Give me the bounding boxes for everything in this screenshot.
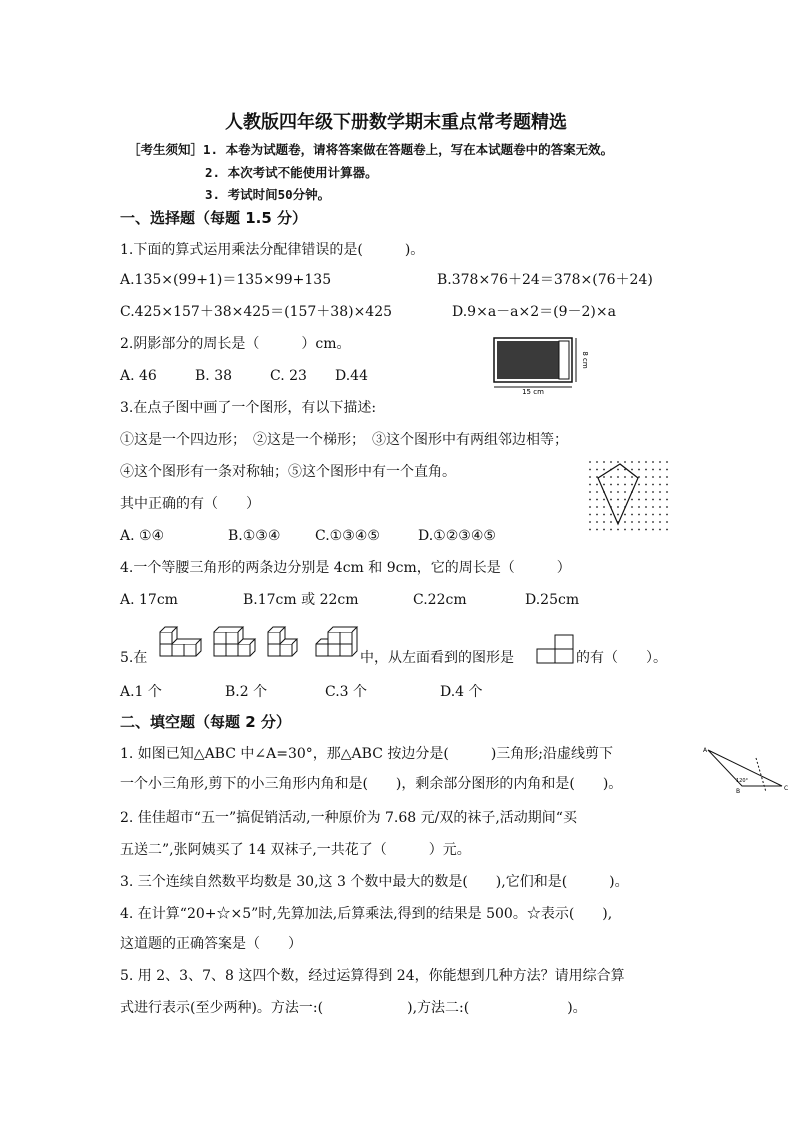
grid-dot xyxy=(603,461,605,463)
grid-dot xyxy=(638,514,640,516)
grid-dot xyxy=(631,521,633,523)
grid-dot xyxy=(589,469,591,471)
q3-option-d: D.①②③④⑤ xyxy=(418,528,496,544)
grid-dot xyxy=(589,491,591,493)
vertex-c-label: C xyxy=(784,785,789,792)
grid-dot xyxy=(652,476,654,478)
grid-dot xyxy=(589,521,591,523)
grid-dot xyxy=(617,529,619,531)
grid-dot xyxy=(631,484,633,486)
q2-option-a: A. 46 xyxy=(120,368,157,384)
left-view-squares-figure xyxy=(536,634,576,664)
vertex-b-label: B xyxy=(736,788,741,795)
grid-dot xyxy=(631,476,633,478)
q3-description-2: ④这个图形有一条对称轴；⑤这个图形中有一个直角。 xyxy=(120,464,456,480)
fill-q1-line-2: 一个小三角形,剪下的小三角形内角和是( )，剩余部分图形的内角和是( )。 xyxy=(120,776,623,792)
grid-dot xyxy=(638,521,640,523)
grid-dot xyxy=(610,484,612,486)
grid-dot xyxy=(659,469,661,471)
q3-description-1: ①这是一个四边形； ②这是一个梯形； ③这个图形中有两组邻边相等； xyxy=(120,432,568,448)
grid-dot xyxy=(666,491,668,493)
grid-dot xyxy=(610,529,612,531)
grid-dot xyxy=(631,529,633,531)
grid-dot xyxy=(659,476,661,478)
grid-dot xyxy=(652,499,654,501)
grid-dot xyxy=(666,476,668,478)
q4-option-b: B.17cm 或 22cm xyxy=(243,592,359,608)
grid-dot xyxy=(645,476,647,478)
grid-dot xyxy=(617,506,619,508)
grid-dot xyxy=(631,514,633,516)
fig-width-label: 15 cm xyxy=(522,388,544,396)
grid-dot xyxy=(666,469,668,471)
grid-dot xyxy=(645,469,647,471)
q5-option-b: B.2 个 xyxy=(225,684,268,700)
grid-dot xyxy=(666,514,668,516)
grid-dot xyxy=(603,529,605,531)
q1-option-d: D.9×a－a×2＝(9－2)×a xyxy=(452,304,616,320)
fill-q3-line-1: 3. 三个连续自然数平均数是 30,这 3 个数中最大的数是( ),它们和是( )。 xyxy=(120,874,629,890)
grid-dot xyxy=(603,506,605,508)
grid-dot xyxy=(638,461,640,463)
grid-dot xyxy=(596,491,598,493)
grid-dot xyxy=(596,506,598,508)
grid-dot xyxy=(596,484,598,486)
grid-dot xyxy=(624,461,626,463)
grid-dot xyxy=(666,506,668,508)
grid-dot xyxy=(631,506,633,508)
grid-dot xyxy=(624,491,626,493)
notice-line-3: 3. 考试时间50分钟。 xyxy=(205,187,331,202)
q3-option-a: A. ①④ xyxy=(120,528,165,544)
grid-dot xyxy=(610,476,612,478)
q5-prefix: 5.在 xyxy=(120,650,148,666)
notice-line-1: ［考生须知］1. 本卷为试题卷，请将答案做在答题卷上，写在本试题卷中的答案无效。 xyxy=(128,142,614,157)
grid-dot xyxy=(645,491,647,493)
grid-dot xyxy=(596,469,598,471)
fill-q4-line-2: 这道题的正确答案是（ ） xyxy=(120,936,302,952)
q5-option-d: D.4 个 xyxy=(440,684,483,700)
q5-middle: 中，从左面看到的图形是 xyxy=(360,650,514,666)
grid-dot xyxy=(617,469,619,471)
grid-dot xyxy=(645,506,647,508)
grid-dot xyxy=(652,521,654,523)
grid-dot xyxy=(596,521,598,523)
grid-dot xyxy=(638,484,640,486)
grid-dot xyxy=(659,499,661,501)
grid-dot xyxy=(659,506,661,508)
grid-dot xyxy=(589,484,591,486)
grid-dot xyxy=(589,476,591,478)
grid-dot xyxy=(638,499,640,501)
grid-dot xyxy=(624,476,626,478)
grid-dot xyxy=(610,514,612,516)
grid-dot xyxy=(659,529,661,531)
grid-dot xyxy=(645,521,647,523)
grid-dot xyxy=(624,529,626,531)
grid-dot xyxy=(666,521,668,523)
grid-dot xyxy=(624,484,626,486)
grid-dot xyxy=(596,499,598,501)
grid-dot xyxy=(603,469,605,471)
grid-dot xyxy=(624,521,626,523)
q3-question: 其中正确的有（ ） xyxy=(120,496,260,512)
grid-dot xyxy=(652,529,654,531)
grid-dot xyxy=(638,529,640,531)
dot-grid-kite-figure xyxy=(586,458,668,536)
grid-dot xyxy=(617,476,619,478)
grid-dot xyxy=(596,514,598,516)
grid-dot xyxy=(596,529,598,531)
grid-dot xyxy=(603,521,605,523)
fill-q4-line-1: 4. 在计算“20+☆×5”时,先算加法,后算乘法,得到的结果是 500。☆表示( ), xyxy=(120,906,613,922)
grid-dot xyxy=(624,514,626,516)
q4-option-d: D.25cm xyxy=(525,592,580,608)
fill-q5-line-1: 5. 用 2、3、7、8 这四个数，经过运算得到 24，你能想到几种方法？请用综合算 xyxy=(120,968,625,984)
angle-label: 120° xyxy=(736,778,749,784)
grid-dot xyxy=(645,484,647,486)
fill-q1-line-1: 1. 如图已知△ABC 中∠A=30°，那△ABC 按边分是( )三角形;沿虚线剪下 xyxy=(120,746,614,762)
q5-suffix: 的有（ ）。 xyxy=(576,650,667,666)
grid-dot xyxy=(652,469,654,471)
shaded-rectangle-figure xyxy=(492,334,587,396)
page-title: 人教版四年级下册数学期末重点常考题精选 xyxy=(225,112,567,133)
grid-dot xyxy=(652,461,654,463)
q2-option-d: D.44 xyxy=(335,368,368,384)
grid-dot xyxy=(624,499,626,501)
grid-dot xyxy=(589,461,591,463)
grid-dot xyxy=(652,491,654,493)
grid-dot xyxy=(652,514,654,516)
grid-dot xyxy=(638,491,640,493)
grid-dot xyxy=(603,514,605,516)
grid-dot xyxy=(617,461,619,463)
grid-dot xyxy=(617,499,619,501)
grid-dot xyxy=(589,514,591,516)
notice-line-2: 2. 本次考试不能使用计算器。 xyxy=(205,165,378,180)
grid-dot xyxy=(638,506,640,508)
q4-stem: 4.一个等腰三角形的两条边分别是 4cm 和 9cm，它的周长是（ ） xyxy=(120,560,571,576)
q4-option-a: A. 17cm xyxy=(120,592,178,608)
grid-dot xyxy=(652,506,654,508)
grid-dot xyxy=(631,469,633,471)
grid-dot xyxy=(659,491,661,493)
grid-dot xyxy=(596,461,598,463)
grid-dot xyxy=(610,521,612,523)
q1-option-b: B.378×76＋24＝378×(76＋24) xyxy=(437,272,653,288)
fill-q2-line-1: 2. 佳佳超市“五一”搞促销活动,一种原价为 7.68 元/双的袜子,活动期间“买 xyxy=(120,810,577,826)
q3-option-c: C.①③④⑤ xyxy=(315,528,380,544)
grid-dot xyxy=(666,484,668,486)
grid-dot xyxy=(589,499,591,501)
q5-option-c: C.3 个 xyxy=(325,684,368,700)
grid-dot xyxy=(631,461,633,463)
grid-dot xyxy=(631,499,633,501)
grid-dot xyxy=(645,499,647,501)
fill-q5-line-2: 式进行表示(至少两种)。方法一:( ),方法二:( )。 xyxy=(120,1000,587,1016)
cube-stacks-figure xyxy=(156,626,360,662)
q3-stem: 3.在点子图中画了一个图形，有以下描述: xyxy=(120,400,377,416)
section1-heading: 一、选择题（每题 1.5 分） xyxy=(120,209,308,227)
q5-option-a: A.1 个 xyxy=(120,684,162,700)
vertex-a-label: A xyxy=(703,747,708,754)
grid-dot xyxy=(603,484,605,486)
grid-dot xyxy=(645,529,647,531)
fill-q2-line-2: 五送二”,张阿姨买了 14 双袜子,一共花了（ ）元。 xyxy=(120,842,471,858)
grid-dot xyxy=(659,514,661,516)
grid-dot xyxy=(659,521,661,523)
grid-dot xyxy=(603,499,605,501)
grid-dot xyxy=(610,499,612,501)
grid-dot xyxy=(610,461,612,463)
grid-dot xyxy=(617,514,619,516)
grid-dot xyxy=(610,491,612,493)
fig-height-label: 8 cm xyxy=(581,351,589,369)
grid-dot xyxy=(638,469,640,471)
q2-stem: 2.阴影部分的周长是（ ）cm。 xyxy=(120,336,351,352)
q3-option-b: B.①③④ xyxy=(228,528,281,544)
grid-dot xyxy=(603,476,605,478)
grid-dot xyxy=(589,529,591,531)
q1-option-a: A.135×(99+1)＝135×99+135 xyxy=(120,272,332,288)
section2-heading: 二、填空题（每题 2 分） xyxy=(120,713,291,731)
q2-option-b: B. 38 xyxy=(195,368,233,384)
grid-dot xyxy=(617,491,619,493)
q2-option-c: C. 23 xyxy=(270,368,307,384)
grid-dot xyxy=(617,484,619,486)
grid-dot xyxy=(645,514,647,516)
grid-dot xyxy=(659,461,661,463)
grid-dot xyxy=(666,461,668,463)
triangle-abc-figure xyxy=(702,744,790,794)
grid-dot xyxy=(589,506,591,508)
grid-dot xyxy=(645,461,647,463)
q4-option-c: C.22cm xyxy=(413,592,467,608)
grid-dot xyxy=(666,529,668,531)
q1-option-c: C.425×157＋38×425＝(157＋38)×425 xyxy=(120,304,393,320)
grid-dot xyxy=(652,484,654,486)
grid-dot xyxy=(659,484,661,486)
q1-stem: 1.下面的算式运用乘法分配律错误的是( )。 xyxy=(120,242,425,258)
grid-dot xyxy=(666,499,668,501)
